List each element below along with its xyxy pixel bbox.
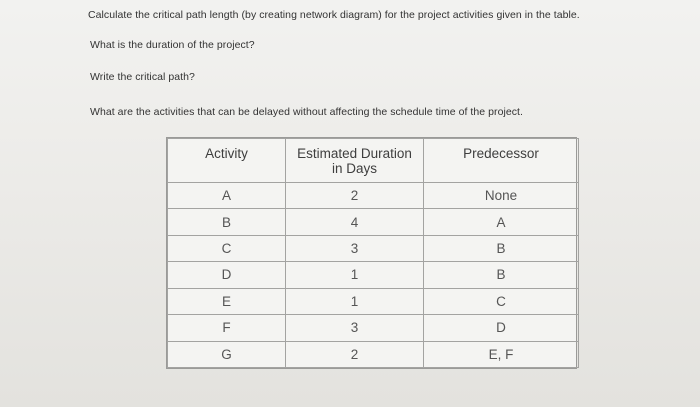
table-row: [168, 235, 579, 261]
table-header-row: [168, 139, 579, 183]
cell-predecessor: C: [424, 288, 579, 314]
table-row: [168, 262, 579, 288]
header-duration-line2: in Days: [331, 161, 377, 176]
cell-predecessor: D: [424, 315, 579, 341]
table-row: [168, 209, 579, 235]
cell-duration: 3: [286, 315, 424, 341]
cell-predecessor: E, F: [424, 341, 579, 367]
cell-predecessor: A: [424, 209, 579, 235]
cell-duration: 2: [286, 183, 424, 209]
table-row: [168, 341, 579, 367]
table-row: [168, 315, 579, 341]
cell-duration: 1: [286, 288, 424, 314]
question-critical-path: Write the critical path?: [90, 71, 195, 83]
table-row: [168, 183, 579, 209]
header-duration-line1: Estimated Duration: [297, 146, 412, 161]
cell-activity: C: [168, 235, 286, 261]
activity-table: [166, 137, 577, 369]
header-estimated-duration: [286, 139, 424, 183]
cell-duration: 2: [286, 341, 424, 367]
header-activity: Activity: [168, 139, 286, 183]
cell-predecessor: None: [424, 183, 579, 209]
cell-activity: A: [168, 183, 286, 209]
header-predecessor: Predecessor: [424, 139, 579, 183]
cell-activity: G: [168, 341, 286, 367]
cell-duration: 3: [286, 235, 424, 261]
table-row: [168, 288, 579, 314]
cell-activity: B: [168, 209, 286, 235]
cell-duration: 4: [286, 209, 424, 235]
cell-predecessor: B: [424, 235, 579, 261]
question-critical-path-length: Calculate the critical path length (by creating network diagram) for the project activities given in the table.: [88, 9, 580, 21]
cell-activity: E: [168, 288, 286, 314]
question-delayable-activities: What are the activities that can be delayed without affecting the schedule time of the project.: [90, 106, 523, 118]
question-project-duration: What is the duration of the project?: [90, 39, 255, 51]
cell-activity: D: [168, 262, 286, 288]
cell-duration: 1: [286, 262, 424, 288]
cell-predecessor: B: [424, 262, 579, 288]
cell-activity: F: [168, 315, 286, 341]
